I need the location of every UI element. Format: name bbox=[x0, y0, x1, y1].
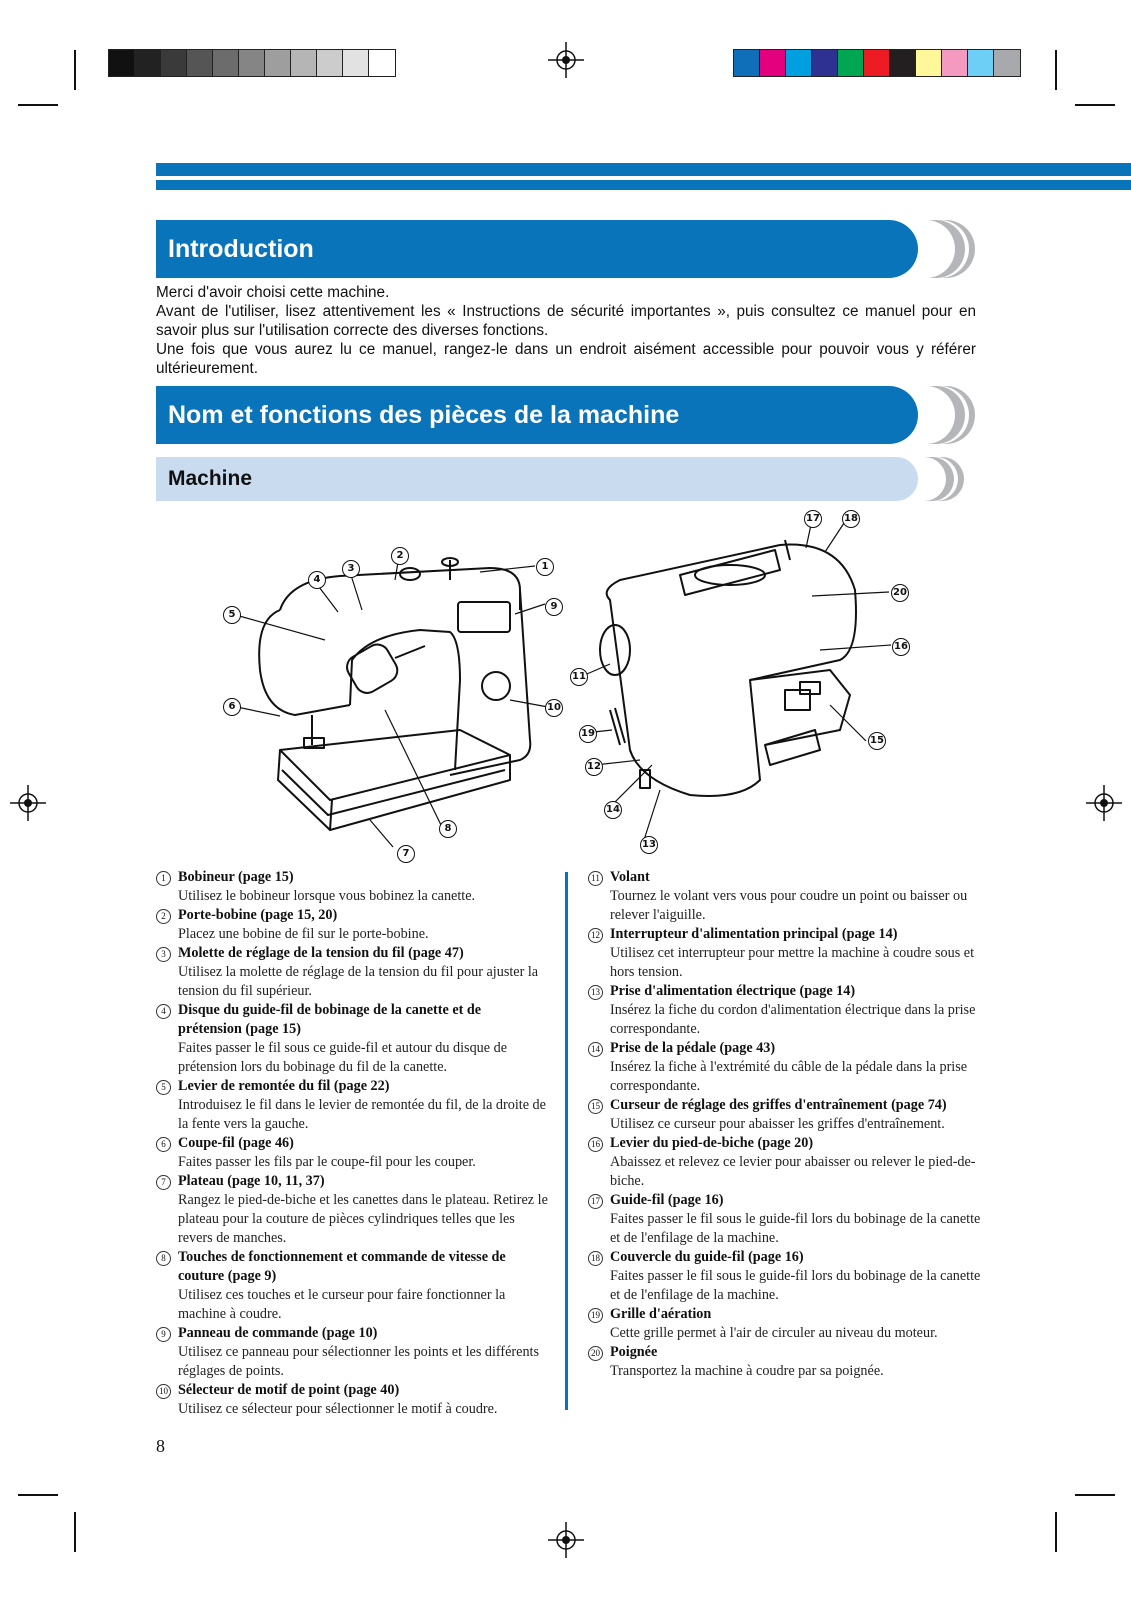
crop-mark bbox=[74, 50, 76, 90]
color-swatch bbox=[890, 50, 916, 76]
parts-list-right bbox=[588, 868, 988, 1381]
part-title: Bobineur (page 15) bbox=[178, 869, 294, 885]
part-title: Poignée bbox=[610, 1344, 658, 1360]
part-item bbox=[588, 868, 988, 925]
color-swatch bbox=[213, 50, 239, 76]
part-number-badge: 12 bbox=[588, 928, 603, 943]
part-title: Couvercle du guide-fil (page 16) bbox=[610, 1249, 804, 1265]
part-number-badge: 11 bbox=[588, 871, 603, 886]
registration-mark-icon bbox=[548, 1522, 584, 1558]
part-number-badge: 18 bbox=[588, 1251, 603, 1266]
part-number-badge: 20 bbox=[588, 1346, 603, 1361]
part-title: Plateau (page 10, 11, 37) bbox=[178, 1173, 325, 1189]
color-swatch bbox=[135, 50, 161, 76]
part-item bbox=[588, 1096, 988, 1134]
part-number-badge: 17 bbox=[588, 1194, 603, 1209]
part-item bbox=[156, 1172, 548, 1248]
part-title: Levier de remontée du fil (page 22) bbox=[178, 1078, 390, 1094]
part-title: Disque du guide-fil de bobinage de la canette et de prétension (page 15) bbox=[178, 1002, 482, 1037]
part-description: Abaissez et relevez ce levier pour abaisser ou relever le pied-de-biche. bbox=[610, 1154, 976, 1189]
part-description: Introduisez le fil dans le levier de remontée du fil, de la droite de la fente vers la gauche. bbox=[178, 1097, 546, 1132]
part-description: Tournez le volant vers vous pour coudre un point ou baisser ou relever l'aiguille. bbox=[610, 888, 968, 923]
diagram-label-1: 1 bbox=[536, 558, 554, 576]
diagram-label-3: 3 bbox=[342, 560, 360, 578]
part-item bbox=[588, 1248, 988, 1305]
part-description: Utilisez cet interrupteur pour mettre la machine à coudre sous et hors tension. bbox=[610, 945, 975, 980]
diagram-label-5: 5 bbox=[223, 606, 241, 624]
part-number-badge: 16 bbox=[588, 1137, 603, 1152]
part-number-badge: 1 bbox=[156, 871, 171, 886]
part-title: Sélecteur de motif de point (page 40) bbox=[178, 1382, 400, 1398]
diagram-label-15: 15 bbox=[868, 732, 886, 750]
part-title: Molette de réglage de la tension du fil (page 47) bbox=[178, 945, 464, 961]
color-swatch bbox=[994, 50, 1020, 76]
section-title: Introduction bbox=[168, 235, 314, 263]
color-swatch bbox=[161, 50, 187, 76]
part-item bbox=[588, 982, 988, 1039]
part-title: Prise d'alimentation électrique (page 14) bbox=[610, 983, 856, 999]
part-description: Insérez la fiche du cordon d'alimentation électrique dans la prise correspondante. bbox=[610, 1002, 976, 1037]
part-title: Curseur de réglage des griffes d'entraînement (page 74) bbox=[610, 1097, 947, 1113]
part-description: Cette grille permet à l'air de circuler au niveau du moteur. bbox=[610, 1325, 938, 1341]
diagram-label-11: 11 bbox=[570, 668, 588, 686]
color-swatch bbox=[916, 50, 942, 76]
part-item bbox=[588, 1343, 988, 1381]
diagram-leader-lines bbox=[0, 500, 1131, 870]
part-description: Faites passer le fil sous ce guide-fil et autour du disque de prétension lors du bobinage du fil de la canette. bbox=[178, 1040, 507, 1075]
crop-mark bbox=[1075, 1494, 1115, 1496]
part-item bbox=[588, 925, 988, 982]
part-number-badge: 19 bbox=[588, 1308, 603, 1323]
header-stripe bbox=[156, 180, 1131, 190]
part-number-badge: 15 bbox=[588, 1099, 603, 1114]
intro-paragraph: Merci d'avoir choisi cette machine. bbox=[156, 284, 390, 301]
diagram-label-14: 14 bbox=[604, 801, 622, 819]
part-title: Coupe-fil (page 46) bbox=[178, 1135, 294, 1151]
parts-list-left bbox=[156, 868, 548, 1419]
intro-paragraph: Une fois que vous aurez lu ce manuel, rangez-le dans un endroit aisément accessible pour pouvoir vous y référer ultérieurement. bbox=[156, 341, 976, 377]
part-number-badge: 10 bbox=[156, 1384, 171, 1399]
part-item bbox=[156, 944, 548, 1001]
color-swatch bbox=[265, 50, 291, 76]
part-number-badge: 13 bbox=[588, 985, 603, 1000]
part-number-badge: 6 bbox=[156, 1137, 171, 1152]
part-description: Utilisez ce sélecteur pour sélectionner le motif à coudre. bbox=[178, 1401, 498, 1417]
part-description: Faites passer le fil sous le guide-fil lors du bobinage de la canette et de l'enfilage de la machine. bbox=[610, 1211, 981, 1246]
part-description: Rangez le pied-de-biche et les canettes dans le plateau. Retirez le plateau pour la couture de pièces cylindriques telles que les revers de manches. bbox=[178, 1192, 548, 1246]
color-swatch bbox=[760, 50, 786, 76]
part-number-badge: 2 bbox=[156, 909, 171, 924]
part-title: Levier du pied-de-biche (page 20) bbox=[610, 1135, 814, 1151]
diagram-label-20: 20 bbox=[891, 584, 909, 602]
subsection-header-machine bbox=[156, 457, 918, 501]
part-title: Interrupteur d'alimentation principal (page 14) bbox=[610, 926, 898, 942]
diagram-label-2: 2 bbox=[391, 547, 409, 565]
part-item bbox=[588, 1191, 988, 1248]
color-swatch bbox=[187, 50, 213, 76]
page-number: 8 bbox=[156, 1436, 165, 1456]
part-item bbox=[156, 906, 548, 944]
color-swatch bbox=[812, 50, 838, 76]
part-description: Faites passer les fils par le coupe-fil pour les couper. bbox=[178, 1154, 476, 1170]
diagram-label-8: 8 bbox=[439, 820, 457, 838]
section-title: Nom et fonctions des pièces de la machine bbox=[168, 401, 680, 429]
diagram-label-13: 13 bbox=[640, 836, 658, 854]
diagram-label-18: 18 bbox=[842, 510, 860, 528]
color-swatch bbox=[786, 50, 812, 76]
part-number-badge: 3 bbox=[156, 947, 171, 962]
section-header-parts bbox=[156, 386, 918, 444]
part-number-badge: 7 bbox=[156, 1175, 171, 1190]
introduction-text bbox=[156, 283, 976, 378]
crop-mark bbox=[1055, 50, 1057, 90]
part-item bbox=[156, 1324, 548, 1381]
part-number-badge: 9 bbox=[156, 1327, 171, 1342]
grayscale-color-bar bbox=[108, 49, 396, 77]
diagram-label-12: 12 bbox=[585, 758, 603, 776]
part-description: Utilisez ces touches et le curseur pour faire fonctionner la machine à coudre. bbox=[178, 1287, 506, 1322]
diagram-label-19: 19 bbox=[579, 725, 597, 743]
color-swatch bbox=[109, 50, 135, 76]
part-description: Placez une bobine de fil sur le porte-bobine. bbox=[178, 926, 429, 942]
crop-mark bbox=[1075, 104, 1115, 106]
crop-mark bbox=[18, 104, 58, 106]
diagram-label-17: 17 bbox=[804, 510, 822, 528]
section-header-introduction bbox=[156, 220, 918, 278]
color-swatch bbox=[239, 50, 265, 76]
process-color-bar bbox=[733, 49, 1021, 77]
part-item bbox=[156, 1248, 548, 1324]
part-title: Grille d'aération bbox=[610, 1306, 712, 1322]
part-number-badge: 14 bbox=[588, 1042, 603, 1057]
part-title: Touches de fonctionnement et commande de vitesse de couture (page 9) bbox=[178, 1249, 506, 1284]
subsection-title: Machine bbox=[168, 467, 253, 490]
header-cap-icon bbox=[918, 386, 976, 444]
color-swatch bbox=[942, 50, 968, 76]
diagram-label-16: 16 bbox=[892, 638, 910, 656]
diagram-label-4: 4 bbox=[308, 571, 326, 589]
color-swatch bbox=[317, 50, 343, 76]
header-cap-icon bbox=[918, 220, 976, 278]
part-number-badge: 4 bbox=[156, 1004, 171, 1019]
part-number-badge: 5 bbox=[156, 1080, 171, 1095]
part-description: Utilisez le bobineur lorsque vous bobinez la canette. bbox=[178, 888, 476, 904]
part-title: Prise de la pédale (page 43) bbox=[610, 1040, 776, 1056]
part-description: Transportez la machine à coudre par sa poignée. bbox=[610, 1363, 884, 1379]
color-swatch bbox=[734, 50, 760, 76]
part-item bbox=[588, 1305, 988, 1343]
color-swatch bbox=[369, 50, 395, 76]
crop-mark bbox=[1055, 1512, 1057, 1552]
part-title: Guide-fil (page 16) bbox=[610, 1192, 724, 1208]
part-item bbox=[588, 1134, 988, 1191]
diagram-label-9: 9 bbox=[545, 598, 563, 616]
part-item bbox=[588, 1039, 988, 1096]
column-divider bbox=[565, 872, 568, 1410]
part-title: Volant bbox=[610, 869, 650, 885]
diagram-label-7: 7 bbox=[397, 845, 415, 863]
color-swatch bbox=[838, 50, 864, 76]
crop-mark bbox=[18, 1494, 58, 1496]
color-swatch bbox=[291, 50, 317, 76]
registration-mark-icon bbox=[548, 42, 584, 78]
part-item bbox=[156, 1381, 548, 1419]
part-item bbox=[156, 1001, 548, 1077]
part-description: Utilisez ce panneau pour sélectionner les points et les différents réglages de points. bbox=[178, 1344, 540, 1379]
crop-mark bbox=[74, 1512, 76, 1552]
part-item bbox=[156, 868, 548, 906]
part-description: Utilisez ce curseur pour abaisser les griffes d'entraînement. bbox=[610, 1116, 945, 1132]
header-stripe bbox=[156, 163, 1131, 176]
part-title: Porte-bobine (page 15, 20) bbox=[178, 907, 338, 923]
part-item bbox=[156, 1134, 548, 1172]
part-description: Insérez la fiche à l'extrémité du câble de la pédale dans la prise correspondante. bbox=[610, 1059, 968, 1094]
part-item bbox=[156, 1077, 548, 1134]
part-title: Panneau de commande (page 10) bbox=[178, 1325, 378, 1341]
color-swatch bbox=[864, 50, 890, 76]
part-number-badge: 8 bbox=[156, 1251, 171, 1266]
color-swatch bbox=[968, 50, 994, 76]
color-swatch bbox=[343, 50, 369, 76]
part-description: Faites passer le fil sous le guide-fil lors du bobinage de la canette et de l'enfilage de la machine. bbox=[610, 1268, 981, 1303]
header-cap-icon bbox=[918, 457, 964, 501]
diagram-label-10: 10 bbox=[545, 699, 563, 717]
intro-paragraph: Avant de l'utiliser, lisez attentivement les « Instructions de sécurité importantes », puis consultez ce manuel pour en savoir plus sur l'utilisation correcte des diverses fonctions. bbox=[156, 303, 976, 339]
diagram-label-6: 6 bbox=[223, 698, 241, 716]
part-description: Utilisez la molette de réglage de la tension du fil pour ajuster la tension du fil supérieur. bbox=[178, 964, 539, 999]
